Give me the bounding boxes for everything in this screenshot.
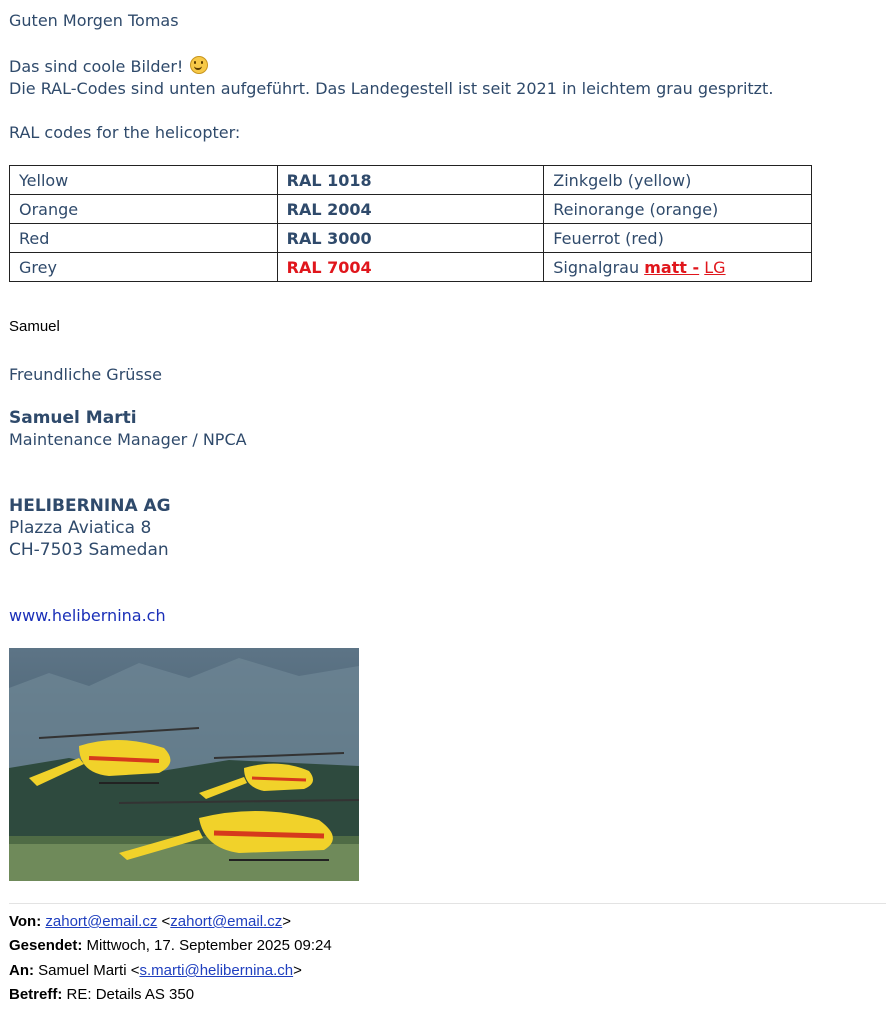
signature-company: HELIBERNINA AG — [9, 496, 171, 516]
sent-label: Gesendet: — [9, 937, 83, 954]
sender-short-name: Samuel — [9, 318, 60, 335]
color-name-cell — [544, 253, 812, 282]
matt-label: matt - — [644, 257, 700, 277]
header-to: An: Samuel Marti <s.marti@helibernina.ch> — [9, 962, 302, 979]
greeting: Guten Morgen Tomas — [9, 11, 179, 30]
sent-value: Mittwoch, 17. September 2025 09:24 — [86, 937, 332, 954]
to-name: Samuel Marti — [38, 962, 127, 979]
header-from: Von: zahort@email.cz <zahort@email.cz> — [9, 913, 291, 930]
header-sent — [9, 936, 332, 956]
subject-label: Betreff: — [9, 986, 63, 1003]
from-email-link[interactable]: zahort@email.cz — [45, 913, 158, 930]
header-subject — [9, 985, 194, 1005]
table-row — [10, 224, 812, 253]
message-line-1 — [9, 56, 208, 78]
smiley-icon — [190, 56, 208, 74]
website-link[interactable]: www.helibernina.ch — [9, 606, 166, 625]
color-name-cell: Feuerrot (red) — [544, 224, 812, 253]
color-cell: Orange — [10, 195, 278, 224]
lg-label: LG — [704, 257, 726, 277]
color-cell: Yellow — [10, 166, 278, 195]
color-name-cell: Reinorange (orange) — [544, 195, 812, 224]
signature-city: CH-7503 Samedan — [9, 540, 169, 560]
signature-role: Maintenance Manager / NPCA — [9, 430, 247, 449]
closing: Freundliche Grüsse — [9, 365, 162, 384]
from-label: Von: — [9, 913, 42, 930]
color-name-cell: Zinkgelb (yellow) — [544, 166, 812, 195]
from-email-link-2[interactable]: zahort@email.cz — [170, 913, 283, 930]
header-separator — [9, 903, 886, 904]
message-line-2: Die RAL-Codes sind unten aufgeführt. Das Landegestell ist seit 2021 in leichtem grau gespritzt. — [9, 79, 774, 98]
to-label: An: — [9, 962, 34, 979]
ral-code-cell: RAL 3000 — [277, 224, 544, 253]
signature-street: Plazza Aviatica 8 — [9, 518, 152, 538]
signature-name: Samuel Marti — [9, 408, 137, 428]
color-cell: Grey — [10, 253, 278, 282]
table-title: RAL codes for the helicopter: — [9, 123, 241, 142]
ral-code-cell: RAL 7004 — [277, 253, 544, 282]
ral-code-cell: RAL 1018 — [277, 166, 544, 195]
table-row — [10, 195, 812, 224]
helicopter-photo — [9, 648, 359, 881]
color-name-prefix: Signalgrau — [553, 257, 640, 277]
subject-value: RE: Details AS 350 — [66, 986, 195, 1003]
to-email-link[interactable]: s.marti@helibernina.ch — [139, 962, 294, 979]
ral-codes-table — [9, 165, 812, 282]
table-row — [10, 253, 812, 282]
message-line-1-text: Das sind coole Bilder! — [9, 57, 184, 76]
color-cell: Red — [10, 224, 278, 253]
ral-code-cell: RAL 2004 — [277, 195, 544, 224]
table-row — [10, 166, 812, 195]
